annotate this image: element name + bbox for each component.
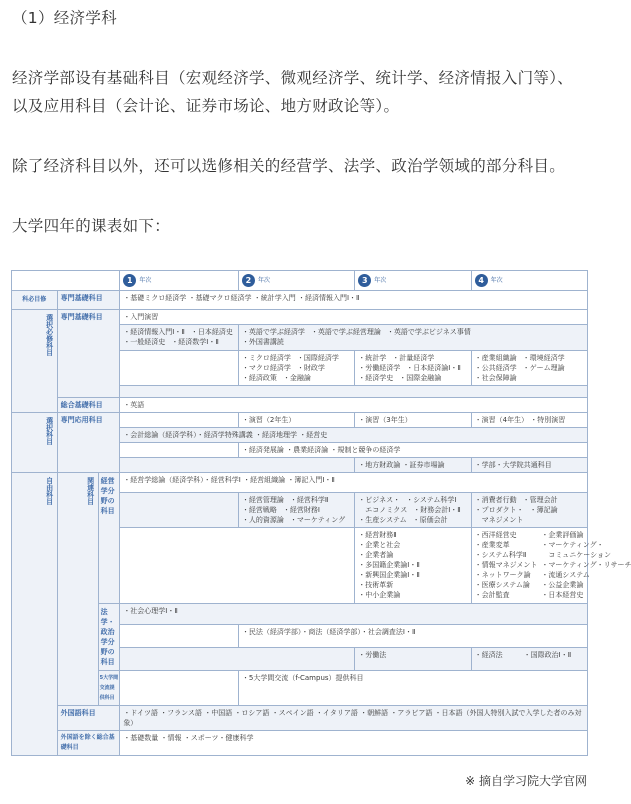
label-foreign-language: 外国語科目 bbox=[57, 706, 120, 731]
category-related: 関連科目 bbox=[57, 473, 98, 706]
year-2-badge: 2 bbox=[242, 274, 255, 287]
mgmt-advanced-1: ・経営財務Ⅱ ・企業と社会 ・企業者論 ・多国籍企業論Ⅰ・Ⅱ ・新興国企業論Ⅰ・Ⅱ ・技術革新 ・中小企業論 bbox=[355, 528, 471, 604]
applied-blank-2 bbox=[120, 443, 239, 458]
mgmt-blank-2 bbox=[120, 528, 355, 604]
law-courses-a: ・社会心理学Ⅰ・Ⅱ bbox=[120, 604, 588, 625]
mgmt-year2: ・経営管理論 ・経営科学Ⅱ ・経営戦略 ・経営財務Ⅰ ・人的資源論 ・マーケティング bbox=[238, 493, 354, 528]
applied-courses-b: ・経済発展論 ・農業経済論 ・規制と競争の経済学 bbox=[238, 443, 587, 458]
applied-courses-a: ・会計総論（経済学科）・経済学特殊講義 ・経済地理学 ・経営史 bbox=[120, 428, 588, 443]
mgmt-courses-a: ・経営学総論（経済学科）・経営科学Ⅰ ・経営組織論 ・簿記入門Ⅰ・Ⅱ bbox=[120, 473, 588, 493]
applied-blank-1 bbox=[120, 413, 239, 428]
general-courses: ・基礎数量 ・情報 ・スポーツ・健康科学 bbox=[120, 731, 588, 756]
free-row-8 bbox=[12, 706, 588, 731]
mgmt-blank-1 bbox=[120, 493, 239, 528]
eb-year3-econ: ・統計学 ・計量経済学 ・労働経済学 ・日本経済論Ⅰ・Ⅱ ・経済学史 ・国際金融論 bbox=[355, 351, 471, 386]
year-4-header: 4 年次 bbox=[471, 271, 587, 291]
law-labor: ・労働法 bbox=[355, 648, 471, 671]
applied-courses-c1: ・地方財政論 ・証券市場論 bbox=[355, 458, 471, 473]
year-2-header: 2 年次 bbox=[238, 271, 354, 291]
law-courses-b: ・民法（経済学部）・商法（経済学部）・社会調査法Ⅰ・Ⅱ bbox=[238, 625, 587, 648]
year-3-header: 3 年次 bbox=[355, 271, 471, 291]
law-blank-1 bbox=[120, 625, 239, 648]
elective-required-row-5 bbox=[12, 398, 588, 413]
law-econ-intl: ・経済法 ・国際政治Ⅰ・Ⅱ bbox=[471, 648, 587, 671]
eb-spacer bbox=[120, 386, 588, 398]
eb-year4-econ: ・産業組織論 ・環境経済学 ・公共経済学 ・ゲーム理論 ・社会保障論 bbox=[471, 351, 587, 386]
required-courses: ・基礎ミクロ経済学 ・基礎マクロ経済学 ・統計学入門 ・経済情報入門Ⅰ・Ⅱ bbox=[120, 291, 588, 310]
mgmt-advanced-2: ・西洋経営史 ・産業変革 ・システム科学Ⅱ ・情報マネジメント ・ネットワーク論 ・医療システム論 ・会計監査 ・企業評価論 ・マーケティング・ コミュニケーション ・マーケティング・リサーチ ・流通システム ・公益企業論 ・日本経営史 bbox=[471, 528, 587, 604]
applied-courses-c2: ・学部・大学院共通科目 bbox=[471, 458, 587, 473]
applied-blank-3 bbox=[120, 458, 355, 473]
category-elective: 選択科目 bbox=[12, 413, 58, 473]
law-blank-2 bbox=[120, 648, 355, 671]
seminar-year3: ・演習（3年生） bbox=[355, 413, 471, 428]
label-basic-elective: 専門基礎科目 bbox=[57, 310, 120, 398]
free-row-9 bbox=[12, 731, 588, 756]
required-row bbox=[12, 291, 588, 310]
year-1-header: 1 年次 bbox=[120, 271, 239, 291]
paragraph-basic-applied-subjects: 经济学部设有基础科目（宏观经济学、微观经济学、统计学、经济情报入门等）、以及应用科目（会计论、证券市场论、地方财政论等）。 bbox=[12, 69, 574, 115]
category-elective-required: 選択必修科目 bbox=[12, 310, 58, 413]
label-management: 経営学分野の科目 bbox=[98, 473, 120, 604]
label-general-basic: 総合基礎科目 bbox=[57, 398, 120, 413]
source-note: ※ 摘自学习院大学官网 bbox=[465, 774, 587, 788]
year-4-badge: 4 bbox=[475, 274, 488, 287]
header-blank bbox=[12, 271, 120, 291]
eb-year2-econ: ・ミクロ経済学 ・国際経済学 ・マクロ経済学 ・財政学 ・経済政策 ・金融論 bbox=[238, 351, 354, 386]
label-general-non-foreign: 外国語を除く総合基礎科目 bbox=[57, 731, 120, 756]
eb-blank bbox=[120, 351, 239, 386]
english-course: ・英語 bbox=[120, 398, 588, 413]
intro-seminar: ・入門演習 bbox=[120, 310, 588, 325]
curriculum-table bbox=[11, 270, 631, 756]
year-header-row bbox=[12, 271, 588, 291]
free-row-4 bbox=[12, 604, 588, 625]
paragraph-related-subjects: 除了经济科目以外，还可以选修相关的经营学、法学、政治学领域的部分科目。 bbox=[12, 157, 566, 175]
eb-year1: ・経済情報入門Ⅰ・Ⅱ ・日本経済史 ・一般経済史 ・経済数学Ⅰ・Ⅱ bbox=[120, 325, 239, 351]
seminar-year2: ・演習（2年生） bbox=[238, 413, 354, 428]
elective-row-1 bbox=[12, 413, 588, 428]
paragraph-timetable-intro: 大学四年的课表如下： bbox=[12, 217, 171, 235]
year-1-badge: 1 bbox=[123, 274, 136, 287]
seminar-year4: ・演習（4年生） ・特別演習 bbox=[471, 413, 587, 428]
mgmt-year3: ・ビジネス・ ・システム科学Ⅰ エコノミクス ・財務会計Ⅰ・Ⅱ ・生産システム ・原価会計 bbox=[355, 493, 471, 528]
year-3-badge: 3 bbox=[358, 274, 371, 287]
category-free: 自由科目 bbox=[12, 473, 58, 756]
exchange-courses: ・5大学間交流（f-Campus）提供科目 bbox=[238, 671, 587, 706]
section-heading: （1）经济学科 bbox=[12, 9, 117, 27]
free-row-1 bbox=[12, 473, 588, 493]
elective-required-row-1 bbox=[12, 310, 588, 325]
free-row-7 bbox=[12, 671, 588, 706]
label-applied: 専門応用科目 bbox=[57, 413, 120, 473]
category-required: 科必目修 bbox=[12, 291, 58, 310]
eb-year2-english: ・英語で学ぶ経済学 ・英語で学ぶ経営理論 ・英語で学ぶビジネス事情 ・外国書講読 bbox=[238, 325, 587, 351]
exchange-blank bbox=[120, 671, 239, 706]
label-exchange: 5大学間交流提供科目 bbox=[98, 671, 120, 706]
label-basic-required: 専門基礎科目 bbox=[57, 291, 120, 310]
mgmt-year4: ・消費者行動 ・管理会計 ・プロダクト・ ・簿記論 マネジメント bbox=[471, 493, 587, 528]
foreign-language-courses: ・ドイツ語 ・フランス語 ・中国語 ・ロシア語 ・スペイン語 ・イタリア語 ・朝鮮語 ・アラビア語 ・日本語（外国人特別入試で入学した者のみ対象） bbox=[120, 706, 588, 731]
label-law-politics: 法学・政治学分野の科目 bbox=[98, 604, 120, 671]
